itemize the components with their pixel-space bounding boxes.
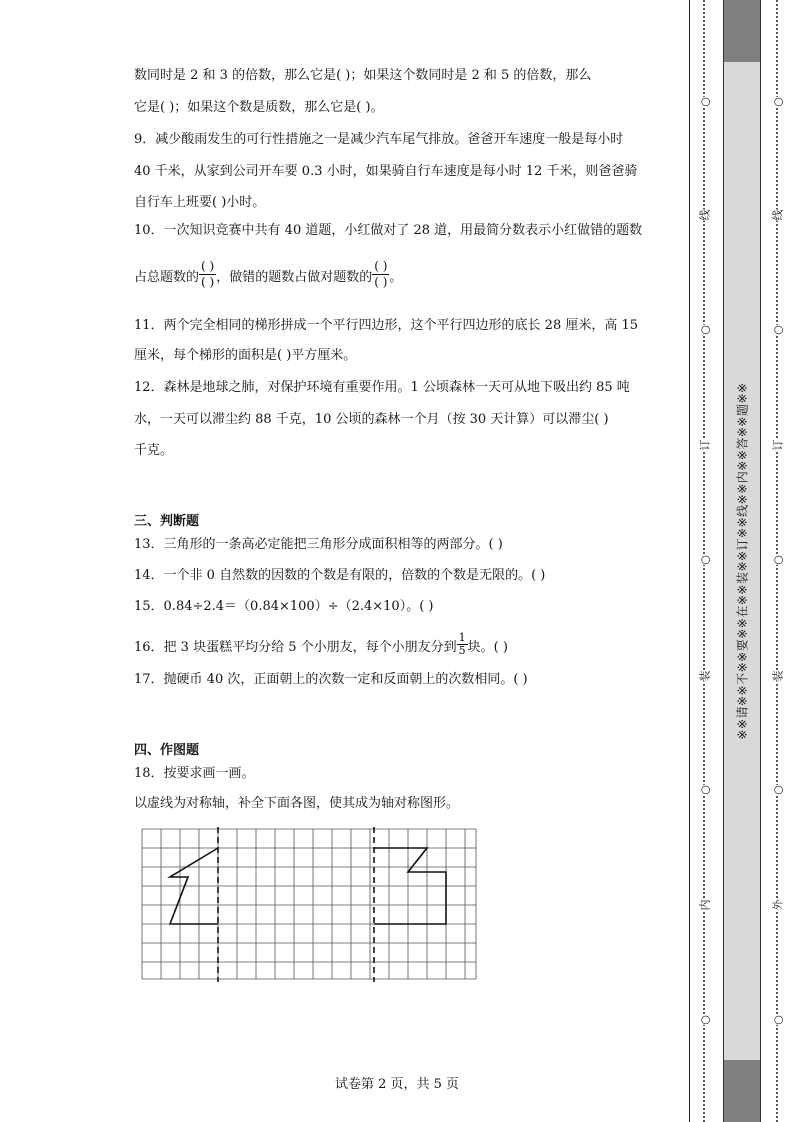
fraction-numerator-blank: ( ) (374, 259, 388, 273)
outer-circle-4: ○ (771, 785, 785, 795)
binding-warning: ※※请※※不※※要※※在※※装※※订※※线※※内※※答※※题※※ (735, 382, 750, 740)
q10-text-b: ，做错的题数占做对题数的 (216, 270, 373, 285)
inner-label-xian: 线 (698, 209, 712, 221)
inner-circle-2: ○ (698, 325, 712, 335)
binding-cap-top (724, 0, 760, 62)
page-footer: 试卷第 2 页，共 5 页 (334, 1077, 460, 1092)
q13: 13．三角形的一条高必定能把三角形分成面积相等的两部分。( ) (134, 537, 503, 552)
q9-line-3: 自行车上班要( )小时。 (134, 195, 266, 210)
q9-line-2: 40 千米，从家到公司开车要 0.3 小时，如果骑自行车速度是每小时 12 千米，则爸爸骑 (134, 164, 638, 179)
q16-denominator: 5 (458, 644, 466, 657)
q9-line-1: 9．减少酸雨发生的可行性措施之一是减少汽车尾气排放。爸爸开车速度一般是每小时 (134, 132, 624, 147)
q10-line-1: 10．一次知识竞赛中共有 40 道题，小红做对了 28 道，用最简分数表示小红做错的题数 (134, 223, 643, 238)
binding-line-inner (689, 0, 690, 1122)
outer-label-ding: 订 (771, 439, 785, 451)
inner-label-nei: 内 (698, 899, 712, 911)
q16-fraction (457, 632, 468, 657)
inner-circle-3: ○ (698, 555, 712, 565)
q10-text-a: 占总题数的 (134, 270, 200, 285)
grid-lines (142, 829, 476, 979)
q11-line-2: 厘米，每个梯形的面积是( )平方厘米。 (134, 348, 357, 363)
q16-text-a: 16．把 3 块蛋糕平均分给 5 个小朋友，每个小朋友分到 (134, 640, 457, 655)
q10-fraction-2 (372, 259, 389, 290)
q10-line-2 (134, 259, 403, 293)
q10-text-c: 。 (389, 270, 403, 285)
q14: 14．一个非 0 自然数的因数的个数是有限的，倍数的个数是无限的。( ) (134, 568, 546, 583)
inner-circle-4: ○ (698, 785, 712, 795)
q18: 18．按要求画一画。 (134, 766, 255, 781)
q17: 17．抛硬币 40 次，正面朝上的次数一定和反面朝上的次数相同。( ) (134, 672, 528, 687)
q12-line-3: 千克。 (134, 443, 174, 458)
outer-circle-1: ○ (771, 97, 785, 107)
fraction-denominator-blank: ( ) (374, 275, 388, 289)
q16-numerator: 1 (458, 631, 466, 644)
q16 (134, 631, 508, 660)
q15: 15．0.84÷2.4＝（0.84×100）÷（2.4×10）。( ) (134, 599, 434, 614)
fraction-denominator-blank: ( ) (201, 275, 215, 289)
section-3-title: 三、判断题 (134, 514, 200, 529)
inner-label-ding: 订 (698, 439, 712, 451)
q12-line-2: 水，一天可以滞尘约 88 千克，10 公顷的森林一个月（按 30 天计算）可以滞尘( ) (134, 412, 609, 427)
outer-label-xian: 线 (771, 209, 785, 221)
binding-cap-bottom (724, 1060, 760, 1122)
outer-label-wai: 外 (771, 899, 785, 911)
symmetry-grid (140, 827, 480, 982)
q10-fraction-1 (199, 259, 216, 290)
inner-circle-1: ○ (698, 97, 712, 107)
outer-circle-5: ○ (771, 1015, 785, 1025)
outer-circle-2: ○ (771, 325, 785, 335)
q8-line-1: 数同时是 2 和 3 的倍数，那么它是( )；如果这个数同时是 2 和 5 的倍数，那么 (134, 68, 592, 83)
outer-circle-3: ○ (771, 555, 785, 565)
outer-label-zhuang: 装 (771, 670, 785, 682)
fraction-numerator-blank: ( ) (201, 259, 215, 273)
q12-line-1: 12．森林是地球之肺，对保护环境有重要作用。1 公顷森林一天可从地下吸出约 85 吨 (134, 380, 630, 395)
q11-line-1: 11．两个完全相同的梯形拼成一个平行四边形，这个平行四边形的底长 28 厘米，高 15 (134, 318, 639, 333)
inner-circle-5: ○ (698, 1015, 712, 1025)
q16-text-b: 块。( ) (467, 640, 508, 655)
q8-line-2: 它是( )；如果这个数是质数，那么它是( )。 (134, 100, 384, 115)
inner-label-zhuang: 装 (698, 670, 712, 682)
section-4-title: 四、作图题 (134, 743, 200, 758)
drawing-instruction: 以虚线为对称轴，补全下面各图，使其成为轴对称图形。 (134, 796, 460, 811)
